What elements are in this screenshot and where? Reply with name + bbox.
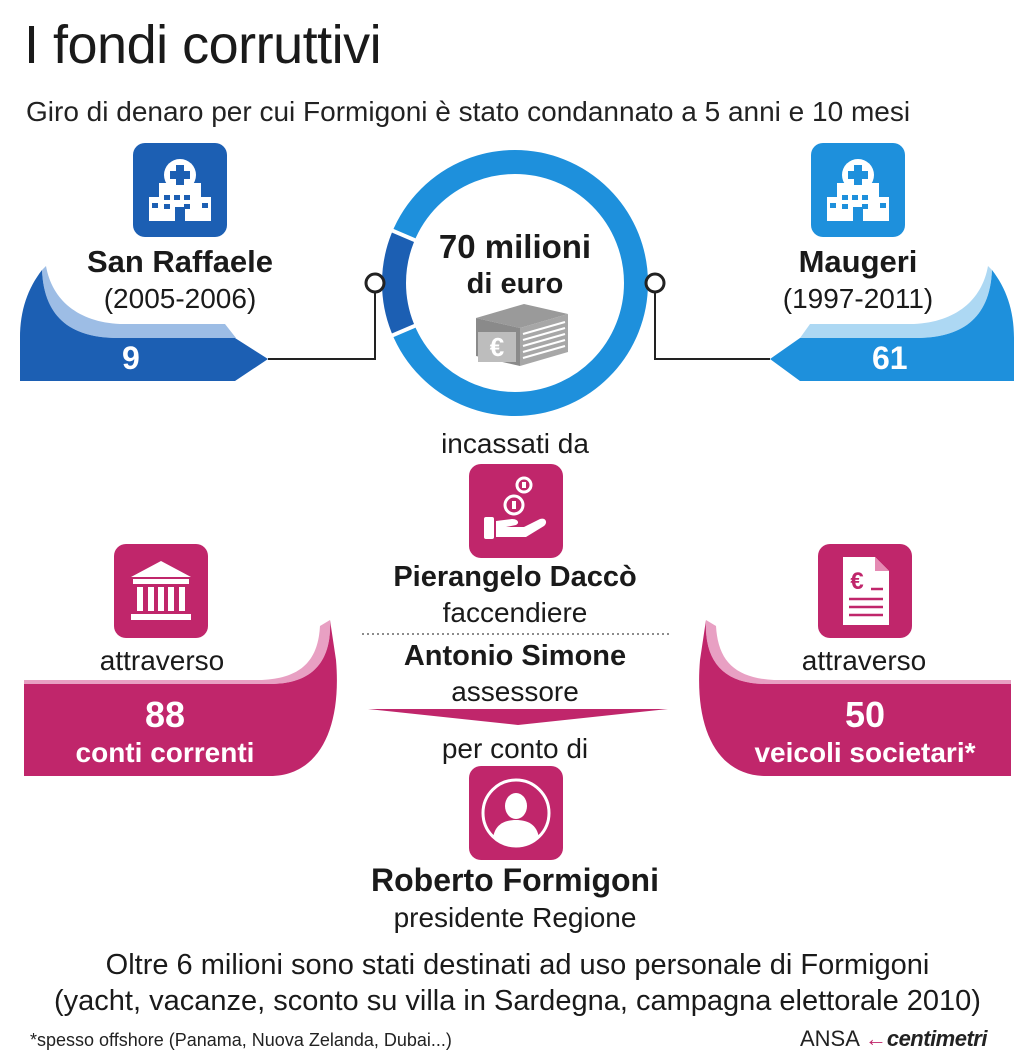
credit [800,1026,987,1052]
euro-document-icon [818,544,912,638]
bank-icon [114,544,208,638]
page-title: I fondi corruttivi [24,15,382,75]
hospital-icon-glyph [145,155,215,225]
euro-document-icon-glyph [835,555,895,627]
collected-by-label: incassati da [441,428,589,459]
hospital-icon [133,143,227,237]
flow-arrow [368,709,668,725]
hand-coins-icon [469,464,563,558]
channel-desc-veicoli: veicoli societari* [754,737,976,768]
hospital-icon-glyph [823,155,893,225]
credit-agency: ANSA [800,1026,859,1051]
channel-value-veicoli: 50 [844,694,886,735]
total-amount-unit: di euro [466,268,564,300]
source-period-san-raffaele: (2005-2006) [103,283,257,314]
source-value-maugeri: 61 [872,340,908,376]
channel-value-conti: 88 [144,694,186,735]
euro-banknotes-icon [476,304,568,366]
source-value-san-raffaele: 9 [122,340,140,376]
credit-arrow-icon: ← [864,1026,887,1051]
total-amount: 70 milioni [438,228,592,265]
hand-coins-icon-glyph [480,475,552,547]
footnote: *spesso offshore (Panama, Nuova Zelanda, Dubai...) [30,1030,452,1050]
channel-desc-conti: conti correnti [75,737,255,768]
source-period-maugeri: (1997-2011) [782,283,934,314]
intermediary-name-simone: Antonio Simone [403,640,627,672]
channel-label-left: attraverso [99,645,225,676]
intermediary-role-dacco: faccendiere [442,597,588,628]
intermediary-name-dacco: Pierangelo Daccò [393,561,637,593]
person-icon [469,766,563,860]
svg-text:€: € [489,332,505,362]
channel-label-right: attraverso [801,645,927,676]
credit-brand: centimetri [886,1026,987,1051]
on-behalf-label: per conto di [441,733,589,764]
bank-icon-glyph [127,559,195,623]
intermediary-role-simone: assessore [451,676,579,707]
person-icon-glyph [479,776,553,850]
beneficiary-name: Roberto Formigoni [371,862,659,898]
hospital-icon [811,143,905,237]
personal-use-note: Oltre 6 milioni sono stati destinati ad uso personale di Formigoni [105,949,930,981]
subtitle: Giro di denaro per cui Formigoni è stato condannato a 5 anni e 10 mesi [26,96,911,127]
source-name-maugeri: Maugeri [798,244,918,279]
beneficiary-role: presidente Regione [393,902,637,933]
source-name-san-raffaele: San Raffaele [86,244,274,279]
right-connector-node [646,274,664,292]
left-connector-node [366,274,384,292]
donut-segment-san-raffaele [394,235,404,330]
svg-text:€: € [850,568,864,595]
personal-use-details: (yacht, vacanze, sconto su villa in Sardegna, campagna elettorale 2010) [54,985,981,1017]
